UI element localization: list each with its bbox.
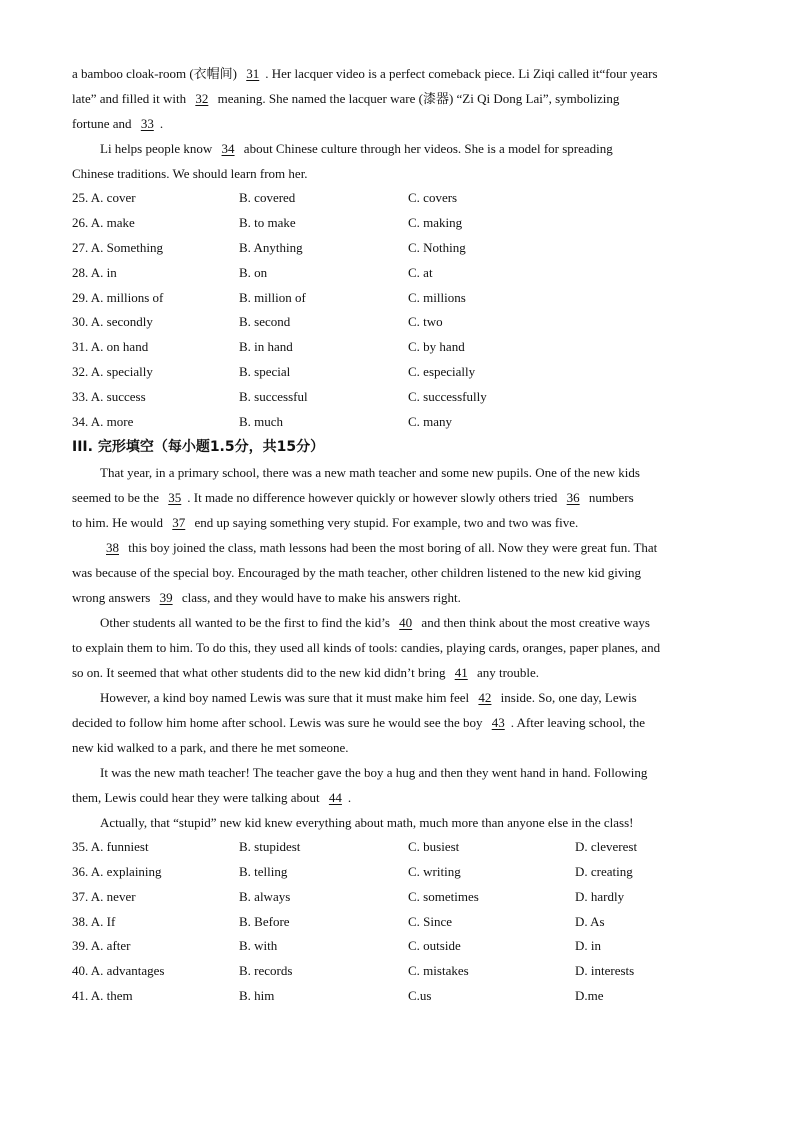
option-choice[interactable]: 34. A. more [72, 414, 134, 430]
option-choice[interactable]: 29. A. millions of [72, 289, 164, 305]
option-choice[interactable]: B. in hand [239, 339, 293, 355]
passage-text: any trouble. [473, 664, 540, 680]
option-choice[interactable]: 28. A. in [72, 264, 117, 280]
question-options-row [72, 835, 722, 860]
option-choice[interactable]: B. with [239, 938, 278, 954]
option-choice[interactable]: D. in [575, 938, 601, 954]
answer-blank[interactable]: 44 [328, 789, 342, 805]
passage-text: . It made no difference however quickly or however slowly others tried [187, 489, 561, 505]
option-choice[interactable]: B. telling [239, 863, 288, 879]
answer-blank[interactable]: 33 [140, 116, 154, 131]
option-choice[interactable]: 31. A. on hand [72, 339, 149, 355]
passage-b [72, 460, 722, 835]
passage-text: fortune and [72, 116, 135, 131]
answer-blank[interactable]: 31 [246, 66, 260, 81]
option-choice[interactable]: C. Since [408, 913, 453, 929]
passage-text: Actually, that “stupid” new kid knew everything about math, much more than anyone else in the class! [100, 814, 634, 830]
option-choice[interactable]: D. creating [575, 863, 633, 879]
passage-line [72, 61, 722, 86]
option-choice[interactable]: C. Nothing [408, 239, 466, 255]
question-options-row [72, 885, 722, 910]
option-choice[interactable]: B. million of [239, 289, 306, 305]
option-choice[interactable]: C. outside [408, 938, 461, 954]
option-choice[interactable]: 26. A. make [72, 214, 135, 230]
passage-line [72, 810, 722, 835]
option-choice[interactable]: 37. A. never [72, 888, 136, 904]
question-options-row [72, 310, 722, 335]
passage-line [72, 460, 722, 485]
option-choice[interactable]: B. Before [239, 913, 290, 929]
option-choice[interactable]: 30. A. secondly [72, 314, 153, 330]
option-choice[interactable]: C. many [408, 414, 453, 430]
options-a [72, 186, 722, 435]
options-b [72, 835, 722, 1009]
answer-blank[interactable]: 36 [566, 489, 580, 505]
passage-text: Other students all wanted to be the first to find the kid’s [100, 614, 394, 630]
question-options-row [72, 984, 722, 1009]
option-choice[interactable]: C. covers [408, 190, 458, 205]
option-choice[interactable]: D. As [575, 913, 605, 929]
option-choice[interactable]: B. Anything [239, 239, 303, 255]
question-options-row [72, 286, 722, 311]
option-choice[interactable]: B. successful [239, 389, 308, 405]
option-choice[interactable]: 36. A. explaining [72, 863, 162, 879]
passage-line [72, 610, 722, 635]
question-options-row [72, 360, 722, 385]
passage-text: Chinese traditions. We should learn from her. [72, 166, 308, 181]
option-choice[interactable]: B. covered [239, 190, 296, 205]
passage-text: so on. It seemed that what other students did to the new kid didn’t bring [72, 664, 449, 680]
option-choice[interactable]: B. special [239, 364, 291, 380]
option-choice[interactable]: 27. A. Something [72, 239, 164, 255]
option-choice[interactable]: 41. A. them [72, 988, 133, 1004]
passage-line [72, 735, 722, 760]
passage-line [72, 760, 722, 785]
passage-text: was because of the special boy. Encouraged by the math teacher, other children listened to the new kid giving [72, 564, 641, 580]
passage-line [72, 510, 722, 535]
passage-text: seemed to be the [72, 489, 163, 505]
question-options-row [72, 934, 722, 959]
answer-blank[interactable]: 42 [478, 689, 492, 705]
question-options-row [72, 335, 722, 360]
option-choice[interactable]: B. to make [239, 214, 296, 230]
passage-line [72, 685, 722, 710]
question-options-row [72, 385, 722, 410]
answer-blank[interactable]: 40 [399, 614, 413, 630]
passage-text: class, and they would have to make his answers right. [178, 589, 461, 605]
passage-line [72, 710, 722, 735]
option-choice[interactable]: C. at [408, 264, 433, 280]
answer-blank[interactable]: 35 [168, 489, 182, 505]
passage-line [72, 136, 722, 161]
passage-text: numbers [585, 489, 634, 505]
passage-text: That year, in a primary school, there was a new math teacher and some new pupils. One of the new kids [100, 464, 640, 480]
option-choice[interactable]: C. two [408, 314, 443, 330]
option-choice[interactable]: C. millions [408, 289, 466, 305]
option-choice[interactable]: 32. A. specially [72, 364, 153, 380]
option-choice[interactable]: C. busiest [408, 838, 460, 854]
option-choice[interactable]: C. making [408, 214, 463, 230]
option-choice[interactable]: B. always [239, 888, 291, 904]
option-choice[interactable]: B. on [239, 264, 268, 280]
question-options-row [72, 236, 722, 261]
option-choice[interactable]: C. sometimes [408, 888, 479, 904]
option-choice[interactable]: D. cleverest [575, 838, 638, 854]
passage-text: new kid walked to a park, and there he met someone. [72, 739, 349, 755]
passage-text: decided to follow him home after school. Lewis was sure he would see the boy [72, 714, 486, 730]
passage-text: late” and filled it with [72, 91, 190, 106]
passage-line [72, 111, 722, 136]
option-choice[interactable]: B. second [239, 314, 291, 330]
option-choice[interactable]: B. stupidest [239, 838, 301, 854]
answer-blank[interactable]: 39 [159, 589, 173, 605]
passage-text: them, Lewis could hear they were talking about [72, 789, 323, 805]
question-options-row [72, 959, 722, 984]
option-choice[interactable]: 38. A. If [72, 913, 116, 929]
passage-text: Li helps people know [100, 141, 216, 156]
passage-text: about Chinese culture through her videos. She is a model for spreading [240, 141, 613, 156]
passage-line [72, 560, 722, 585]
answer-blank[interactable]: 32 [195, 91, 209, 106]
passage-line [72, 535, 722, 560]
passage-text: inside. So, one day, Lewis [497, 689, 637, 705]
passage-line [72, 660, 722, 685]
option-choice[interactable]: C. by hand [408, 339, 465, 355]
option-choice[interactable]: B. him [239, 988, 275, 1004]
passage-text: a bamboo cloak-room (衣帽间) [72, 66, 241, 81]
passage-line [72, 785, 722, 810]
option-choice[interactable]: B. records [239, 963, 293, 979]
option-choice[interactable]: B. much [239, 414, 284, 430]
passage-text: . [159, 116, 164, 131]
answer-blank[interactable]: 41 [454, 664, 468, 680]
passage-text: wrong answers [72, 589, 154, 605]
option-choice[interactable]: 40. A. advantages [72, 963, 165, 979]
option-choice[interactable]: C. especially [408, 364, 476, 380]
option-choice[interactable]: 35. A. funniest [72, 838, 149, 854]
passage-text: this boy joined the class, math lessons had been the most boring of all. Now they were great fun. That [125, 539, 658, 555]
answer-blank[interactable]: 34 [221, 141, 235, 156]
passage-text: . [347, 789, 352, 805]
answer-blank[interactable]: 37 [172, 514, 186, 530]
passage-text: However, a kind boy named Lewis was sure that it must make him feel [100, 689, 473, 705]
passage-text: meaning. She named the lacquer ware (漆器) “Zi Qi Dong Lai”, symbolizing [214, 91, 620, 106]
option-choice[interactable]: 25. A. cover [72, 190, 136, 205]
passage-text: . After leaving school, the [510, 714, 646, 730]
option-choice[interactable]: C. successfully [408, 389, 487, 405]
passage-line [72, 161, 722, 186]
option-choice[interactable]: 39. A. after [72, 938, 131, 954]
question-options-row [72, 261, 722, 286]
passage-line [72, 485, 722, 510]
option-choice[interactable]: 33. A. success [72, 389, 146, 405]
option-choice[interactable]: D. hardly [575, 888, 625, 904]
passage-text: . Her lacquer video is a perfect comeback piece. Li Ziqi called it“four years [265, 66, 658, 81]
passage-text: and then think about the most creative ways [418, 614, 650, 630]
passage-text: end up saying something very stupid. For example, two and two was five. [191, 514, 579, 530]
option-choice[interactable]: D. interests [575, 963, 635, 979]
passage-a [72, 61, 722, 186]
passage-line [72, 585, 722, 610]
passage-line [72, 635, 722, 660]
passage-line [72, 86, 722, 111]
question-options-row [72, 211, 722, 236]
option-choice[interactable]: C.us [408, 988, 432, 1004]
option-choice[interactable]: D.me [575, 988, 604, 1004]
answer-blank[interactable]: 43 [491, 714, 505, 730]
question-options-row [72, 410, 722, 435]
passage-text: It was the new math teacher! The teacher gave the boy a hug and then they went hand in hand. Following [100, 764, 648, 780]
option-choice[interactable]: C. writing [408, 863, 461, 879]
question-options-row [72, 860, 722, 885]
question-options-row [72, 186, 722, 211]
question-options-row [72, 910, 722, 935]
section-title: III. 完形填空（每小题1.5分，共15分） [72, 438, 325, 455]
option-choice[interactable]: C. mistakes [408, 963, 469, 979]
passage-text: to explain them to him. To do this, they used all kinds of tools: candies, playing cards, oranges, paper planes, and [72, 639, 661, 655]
passage-text: to him. He would [72, 514, 167, 530]
exam-page [72, 61, 722, 1009]
answer-blank[interactable]: 38 [106, 539, 119, 555]
